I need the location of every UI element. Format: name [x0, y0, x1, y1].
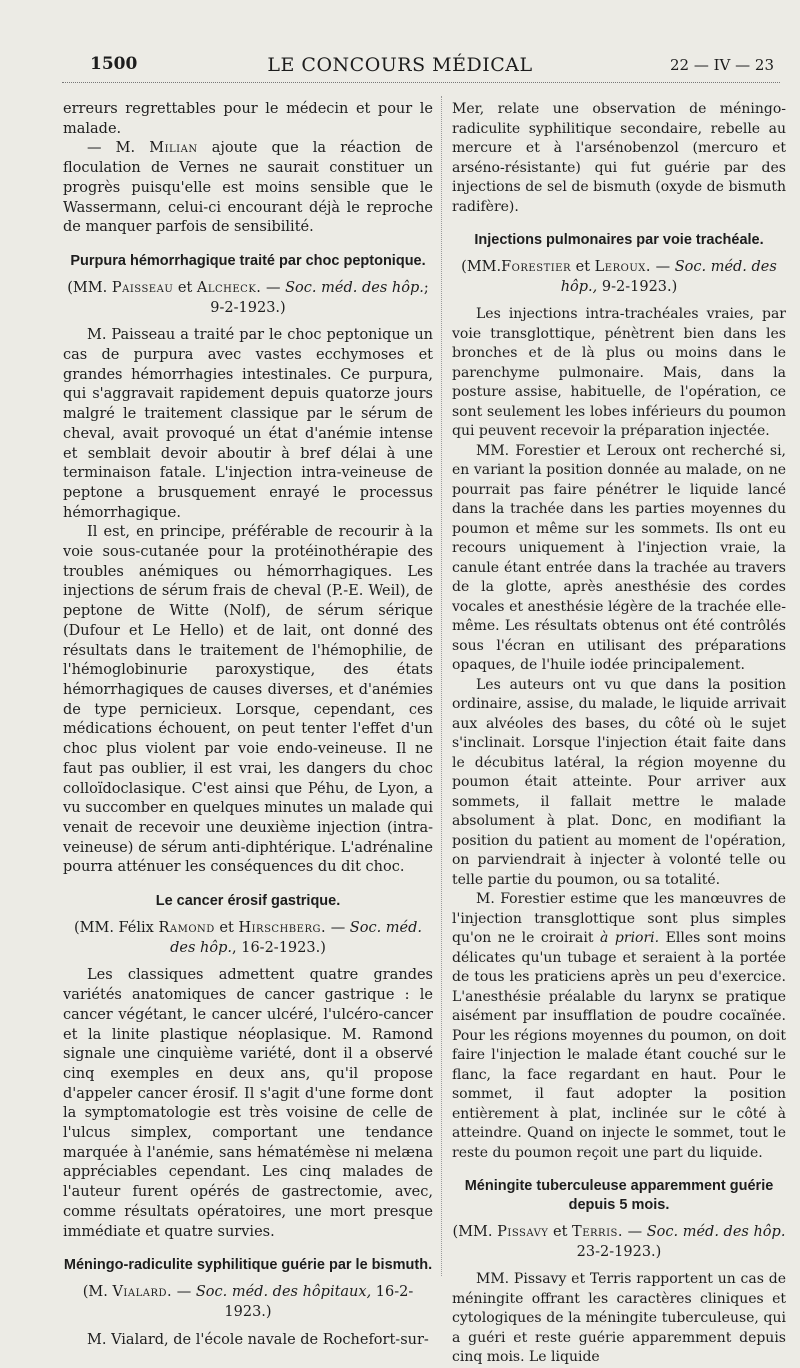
- ref-author: Leroux.: [594, 259, 651, 275]
- section-heading-injections: Injections pulmonaires par voie trachéale.: [474, 232, 764, 248]
- ref-prefix: (MM.: [461, 259, 502, 275]
- paragraph-text: M. Forestier estime que les manœuvres de l'injection transglottique sont plus simples qu'on ne le croirait: [452, 891, 786, 946]
- paragraph: Les auteurs ont vu que dans la position ordinaire, assise, du malade, le liquide arrivait aux alvéoles des bases, du côté où le sujet s'inclinait. Lorsque l'injection était faite dans le décubitus latéral, la région moyenne du poumon était atteinte. Pour arriver aux sommets, il fallait mettre le malade absolument à plat. Donc, en modifiant la position du patient au moment de l'opération, on parviendrait à injecter à volonté telle ou telle partie du poumon, ou sa totalité.: [452, 676, 786, 888]
- ref-journal: Soc. méd. des hôp.: [170, 920, 423, 956]
- paragraph: Les classiques admettent quatre grandes variétés anatomiques de cancer gastrique : le cancer végétant, le cancer ulcéré, l'ulcéro-cancer et la linite plastique néoplasique. M. Ramond signale une cinquième variété, dont il a observé cinq exemples en deux ans, qu'il propose d'appeler cancer érosif. Il s'agit d'une forme dont la symptomatologie est très voisine de celle de l'ulcus simplex, comportant une tendance marquée à l'anémie, sans hématémèse ni melæna appréciables cependant. Les cinq malades de l'auteur furent opérés de gastrectomie, avec, comme résultats opératoires, une mort presque immédiate et quatre survies.: [63, 967, 433, 1240]
- ref-author: Vialard.: [112, 1284, 173, 1301]
- ref-date: ; 9-2-1923.): [210, 279, 429, 316]
- paragraph: Il est, en principe, préférable de recourir à la voie sous-cutanée pour la protéinothérapie des troubles anémiques ou hémorrhagiques. Les injections de sérum frais de cheval (P.-E. Weil), de peptone de Witte (Nolf), de sérum sérique (Dufour et Le Hello) et de lait, ont donné des résultats dans le traitement de l'hémophilie, de l'hémoglobinurie paroxystique, des états hémorrhagiques de causes diverses, et d'anémies de type pernicieux. Lorsque, cependant, ces médications échouent, on peut tenter l'effet d'un choc plus violent par voie endo-veineuse. Il ne faut pas oublier, il est vrai, les dangers du choc colloïdoclasique. C'est ainsi que Péhu, de Lyon, a vu succomber en quelques minutes un malade qui venait de recevoir une deuxième injection (intra-veineuse) de sérum anti-diphtérique. L'adrénaline pourra atténuer les conséquences du dit choc.: [63, 524, 433, 876]
- section-reference-purpura: [63, 279, 433, 318]
- section-reference-meningite: [452, 1223, 786, 1262]
- ref-prefix: (MM. Félix: [73, 920, 154, 937]
- ref-conj: et: [177, 279, 193, 296]
- header-rule: [62, 82, 780, 83]
- ref-dash: —: [176, 1284, 192, 1301]
- paragraph: M. Paisseau a traité par le choc peptonique un cas de purpura avec vastes ecchymoses et grandes hémorrhagies intestinales. Ce purpura, qui s'aggravait rapidement depuis quatorze jours malgré le traitement classique par le sérum de cheval, avait provoqué un état d'anémie intense et semblait devoir aboutir à bref délai à une terminaison fatale. L'injection intra-veineuse de peptone a brusquement enrayé le processus hémorrhagique.: [63, 327, 433, 521]
- milian-body: ajoute que la réaction de floculation de Vernes ne saurait constituer un progrès puisqu'elle est moins sensible que le Wassermann, celui-ci encourant déjà le reproche de manquer parfois de sensibilité.: [63, 140, 433, 236]
- ref-conj: et: [575, 259, 591, 275]
- ref-author: Pissavy: [497, 1224, 549, 1240]
- ref-journal: Soc. méd. des hôp.,: [560, 259, 777, 295]
- ref-date: 16-2-1923.): [224, 1284, 414, 1320]
- paragraph: [452, 890, 786, 1163]
- ref-author: Paisseau: [111, 279, 174, 296]
- journal-title: LE CONCOURS MÉDICAL: [267, 54, 533, 76]
- ref-journal: Soc. méd. des hôp.: [646, 1224, 786, 1240]
- column-divider: [441, 96, 442, 1276]
- paragraph: Les injections intra-trachéales vraies, par voie transglottique, pénètrent bien dans les bronches et de là plus ou moins dans le parenchyme pulmonaire. Mais, dans la posture assise, habituelle, de l'opération, ce sont seulement les lobes inférieurs du poumon qui peuvent recevoir la préparation injectée.: [452, 306, 786, 439]
- ref-author: Terris.: [572, 1224, 623, 1240]
- page-header: [0, 52, 800, 80]
- ref-prefix: (M.: [82, 1284, 108, 1301]
- ref-author: Alcheck.: [196, 279, 262, 296]
- section-reference-cancer: [63, 919, 433, 958]
- ref-conj: et: [219, 920, 234, 937]
- paragraph-text: Elles sont moins délicates qu'un tubage et seraient à la portée de tous les praticiens après un peu d'exercice. L'anesthésie préalable du larynx se pratique aisément par insufflation de poudre cocaïnée. Pour les régions moyennes du poumon, on doit faire l'injection le malade étant couché sur le flanc, la face regardant en haut. Pour le sommet, il faut adopter la position entièrement à plat, inclinée sur le côté à atteindre. Quand on injecte le sommet, tout le reste du poumon reçoit une part du liquide.: [452, 930, 786, 1161]
- paragraph: MM. Pissavy et Terris rapportent un cas de méningite offrant les caractères cliniques et cytologiques de la méningite tuberculeuse, qui a guéri et reste guérie apparemment depuis cinq mois. Le liquide: [452, 1271, 786, 1365]
- section-heading-meningo-radiculite: Méningo-radiculite syphilitique guérie par le bismuth.: [63, 1257, 433, 1274]
- ref-conj: et: [553, 1224, 568, 1240]
- ref-date: 23-2-1923.): [576, 1243, 662, 1260]
- milian-name: Milian: [149, 140, 198, 157]
- issue-date: 22 — IV — 23: [669, 56, 774, 74]
- paragraph: MM. Forestier et Leroux ont recherché si, en variant la position donnée au malade, on ne pourrait pas faire pénétrer le liquide lancé dans la trachée dans les parties moyennes du poumon et même sur les sommets. Ils ont eu recours uniquement à l'injection vraie, la canule étant entrée dans la trachée au travers de la glotte, après anesthésie des cordes vocales et anesthésie légère de la trachée elle-même. Les résultats obtenus ont été contrôlés sous l'écran en utilisant des préparations opaques, de l'huile iodée principalement.: [452, 442, 786, 673]
- section-heading-purpura: Purpura hémorrhagique traité par choc peptonique.: [70, 252, 426, 269]
- page-number: 1500: [90, 54, 138, 74]
- intro-paragraph: erreurs regrettables pour le médecin et pour le malade.: [63, 101, 433, 137]
- ref-journal: Soc. méd. des hôp.: [285, 279, 424, 296]
- milian-prefix: — M.: [87, 140, 136, 157]
- ref-date: 9-2-1923.): [601, 278, 678, 295]
- right-column: [452, 100, 786, 1368]
- ref-prefix: (MM.: [452, 1224, 493, 1240]
- paragraph: M. Vialard, de l'école navale de Rochefort-sur-: [87, 1331, 429, 1348]
- ref-author: Ramond: [158, 920, 215, 937]
- section-reference-meningo-radiculite: [63, 1283, 433, 1322]
- ref-dash: —: [330, 920, 346, 937]
- left-column: [63, 100, 433, 1350]
- paragraph: Mer, relate une observation de méningo-radiculite syphilitique secondaire, rebelle au mercure et à l'arsénobenzol (mercuro et arséno-résistante) qui fut guérie par des injections de sel de bismuth (oxyde de bismuth radifère).: [452, 101, 786, 215]
- ref-author: Forestier: [501, 259, 572, 275]
- section-heading-meningite: Méningite tuberculeuse apparemment guérie depuis 5 mois.: [464, 1178, 774, 1213]
- ref-prefix: (MM.: [67, 279, 108, 296]
- section-reference-injections: [452, 258, 786, 297]
- paragraph-italic: à priori.: [600, 930, 660, 946]
- ref-date: , 16-2-1923.): [232, 939, 326, 956]
- ref-dash: —: [266, 279, 281, 296]
- ref-dash: —: [655, 259, 671, 275]
- milian-paragraph: [63, 139, 433, 238]
- ref-dash: —: [627, 1224, 643, 1240]
- ref-journal: Soc. méd. des hôpitaux,: [195, 1284, 372, 1301]
- ref-author: Hirschberg.: [238, 920, 327, 937]
- section-heading-cancer: Le cancer érosif gastrique.: [155, 893, 341, 910]
